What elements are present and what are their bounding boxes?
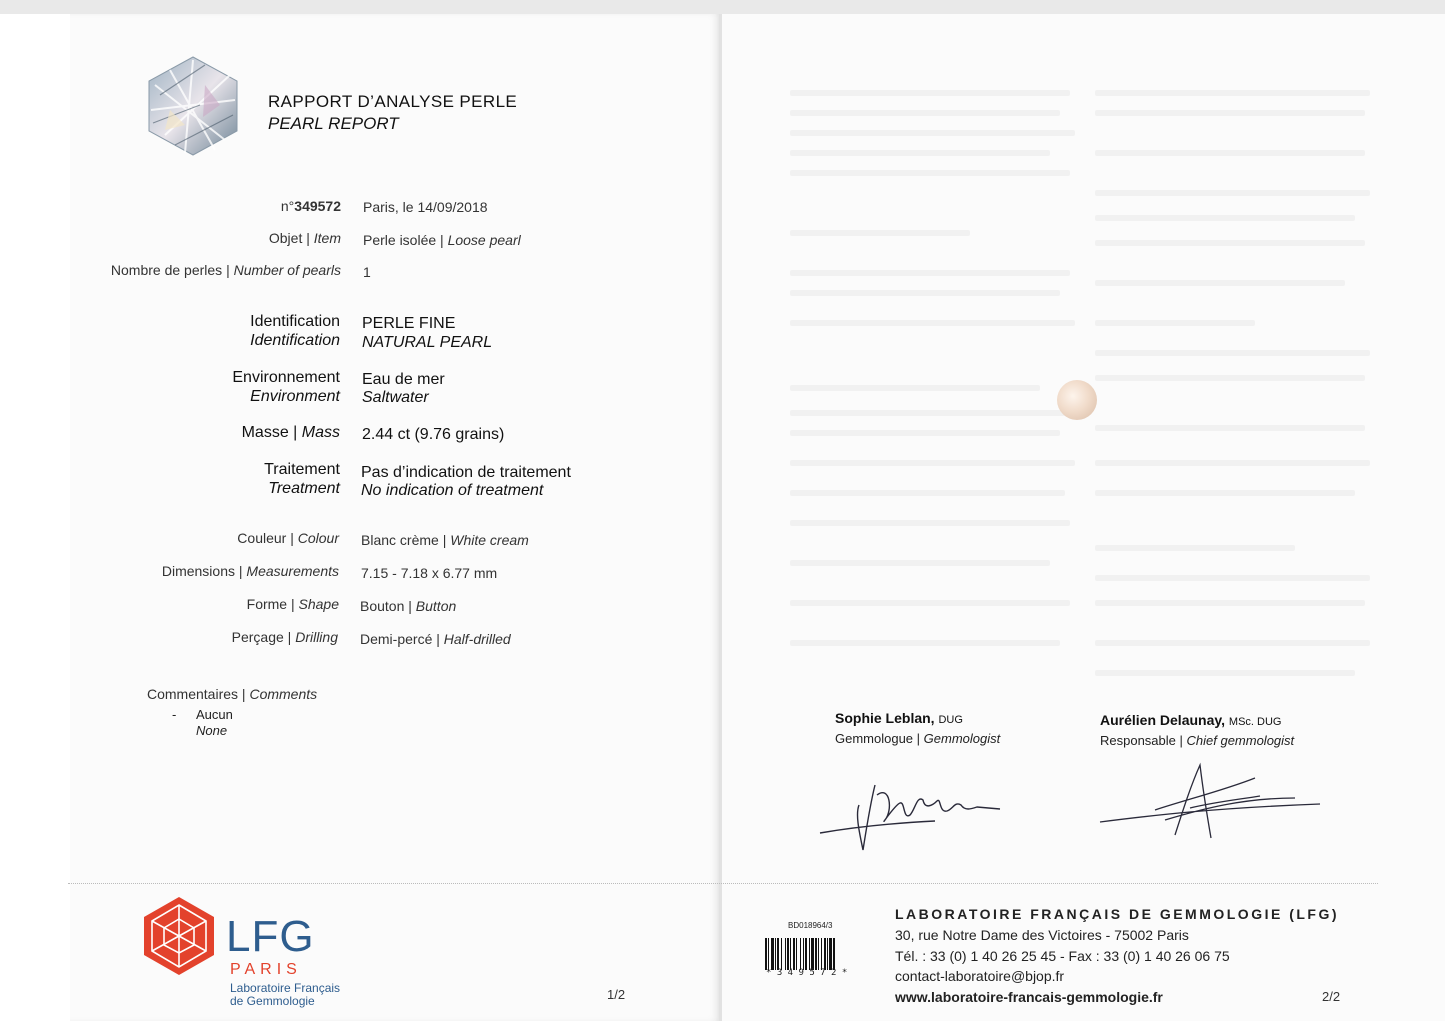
- mass-label-fr: Masse: [241, 424, 289, 441]
- treatment-value-fr: Pas d’indication de traitement: [361, 464, 571, 481]
- environment-value-en: Saltwater: [362, 389, 429, 406]
- hexagon-crystal-icon: [145, 55, 241, 157]
- lab-address: 30, rue Notre Dame des Victoires - 75002 Paris: [895, 927, 1189, 943]
- environment-label-en: Environment: [250, 388, 340, 405]
- treatment-label-en: Treatment: [268, 480, 340, 497]
- signatory-2-title: MSc. DUG: [1228, 716, 1282, 728]
- signatory-1-role: Gemmologue | Gemmologist: [835, 731, 1001, 746]
- signatory-1-role-fr: Gemmologue: [835, 731, 914, 746]
- report-page-right: [722, 14, 1445, 1021]
- pearl-count-label-en: Number of pearls: [233, 262, 341, 278]
- measurements-value: 7.15 - 7.18 x 6.77 mm: [361, 565, 498, 581]
- lab-phone-fax: Tél. : 33 (0) 1 40 26 25 45 - Fax : 33 (0) 1 40 26 06 75: [895, 948, 1230, 964]
- shape-label: Forme | Shape: [246, 596, 339, 612]
- pearl-count-label-fr: Nombre de perles: [110, 262, 223, 278]
- shape-value-fr: Bouton: [360, 598, 405, 614]
- comments-label-fr: Commentaires: [147, 686, 239, 702]
- report-title-en: PEARL REPORT: [268, 114, 399, 133]
- drilling-value-en: Half-drilled: [443, 631, 511, 647]
- footer-divider: [68, 883, 1378, 884]
- signature-1: [815, 765, 1015, 860]
- item-label-fr: Objet: [268, 230, 303, 246]
- colour-label: Couleur | Colour: [237, 530, 339, 546]
- page-number-right: 2/2: [1322, 989, 1341, 1004]
- comments-label: Commentaires | Comments: [147, 686, 318, 702]
- barcode-bar: [835, 938, 836, 970]
- pearl-count-value: 1: [363, 264, 371, 280]
- lfg-polyhedron-logo-icon: [140, 895, 218, 977]
- comment-bullet: -: [172, 707, 177, 722]
- identification-label-en: Identification: [250, 332, 340, 349]
- colour-value: Blanc crème | White cream: [361, 532, 529, 548]
- report-number: [281, 198, 341, 214]
- lab-email[interactable]: contact-laboratoire@bjop.fr: [895, 968, 1065, 984]
- identification-value-en: NATURAL PEARL: [362, 334, 493, 351]
- lab-name: LABORATOIRE FRANÇAIS DE GEMMOLOGIE (LFG): [895, 906, 1340, 922]
- report-number-prefix: n°: [280, 198, 295, 214]
- lfg-logo-city: PARIS: [230, 961, 302, 978]
- shape-label-en: Shape: [298, 596, 339, 612]
- pearl-photo: [1057, 380, 1097, 420]
- item-value-en: Loose pearl: [447, 232, 521, 248]
- drilling-value-fr: Demi-percé: [360, 631, 433, 647]
- signatory-1-role-en: Gemmologist: [923, 731, 1001, 746]
- item-value-fr: Perle isolée: [363, 232, 437, 248]
- shape-value: Bouton | Button: [360, 598, 457, 614]
- colour-value-fr: Blanc crème: [361, 532, 439, 548]
- shape-value-en: Button: [415, 598, 457, 614]
- signatory-2-name-text: Aurélien Delaunay,: [1100, 712, 1226, 728]
- barcode-reference: BD018964/3: [788, 921, 833, 930]
- item-value: Perle isolée | Loose pearl: [363, 232, 521, 248]
- comments-label-en: Comments: [249, 686, 318, 702]
- signature-2: [1095, 760, 1325, 845]
- mass-label-en: Mass: [301, 424, 340, 441]
- treatment-label-fr: Traitement: [264, 461, 340, 478]
- colour-label-fr: Couleur: [237, 530, 287, 546]
- scan-edge: [0, 0, 1445, 14]
- barcode: [765, 938, 865, 970]
- drilling-label-en: Drilling: [295, 629, 338, 645]
- shape-label-fr: Forme: [246, 596, 288, 612]
- item-label-en: Item: [313, 230, 341, 246]
- drilling-value: Demi-percé | Half-drilled: [360, 631, 511, 647]
- page-number-left: 1/2: [607, 987, 626, 1002]
- signatory-1-title: DUG: [938, 714, 963, 726]
- identification-value-fr: PERLE FINE: [362, 315, 456, 332]
- environment-label-fr: Environnement: [232, 369, 340, 386]
- signatory-2-name: [1100, 712, 1281, 728]
- lab-website[interactable]: www.laboratoire-francais-gemmologie.fr: [895, 989, 1163, 1005]
- lfg-logo-sub-1: Laboratoire Français: [230, 981, 341, 995]
- drilling-label-fr: Perçage: [231, 629, 284, 645]
- measurements-label-fr: Dimensions: [161, 563, 235, 579]
- pearl-count-label: Nombre de perles | Number of pearls: [110, 262, 341, 278]
- lfg-logo-text: LFG: [226, 912, 315, 961]
- drilling-label: Perçage | Drilling: [231, 629, 338, 645]
- report-page-left: [70, 14, 720, 1021]
- report-number-value: 349572: [294, 198, 341, 214]
- environment-value-fr: Eau de mer: [362, 371, 445, 388]
- signatory-1-name-text: Sophie Leblan,: [835, 710, 935, 726]
- mass-label: Masse | Mass: [241, 424, 340, 441]
- colour-value-en: White cream: [450, 532, 529, 548]
- report-title-fr: RAPPORT D’ANALYSE PERLE: [268, 92, 518, 111]
- measurements-label-en: Measurements: [246, 563, 339, 579]
- barcode-number: * 3 4 9 5 7 2 *: [766, 968, 848, 978]
- item-label: Objet | Item: [268, 230, 341, 246]
- signatory-2-role-en: Chief gemmologist: [1186, 733, 1295, 748]
- comment-value-en: None: [196, 723, 228, 738]
- treatment-value-en: No indication of treatment: [361, 482, 544, 499]
- comment-value-fr: Aucun: [196, 707, 233, 722]
- lfg-logo-sub-2: de Gemmologie: [230, 994, 315, 1008]
- colour-label-en: Colour: [297, 530, 339, 546]
- page-fold: [719, 14, 722, 1021]
- mass-value: 2.44 ct (9.76 grains): [362, 426, 505, 443]
- report-place-date: Paris, le 14/09/2018: [363, 199, 488, 215]
- identification-label-fr: Identification: [250, 313, 340, 330]
- signatory-2-role: Responsable | Chief gemmologist: [1100, 733, 1295, 748]
- measurements-label: Dimensions | Measurements: [161, 563, 339, 579]
- signatory-2-role-fr: Responsable: [1100, 733, 1176, 748]
- signatory-1-name: [835, 710, 963, 726]
